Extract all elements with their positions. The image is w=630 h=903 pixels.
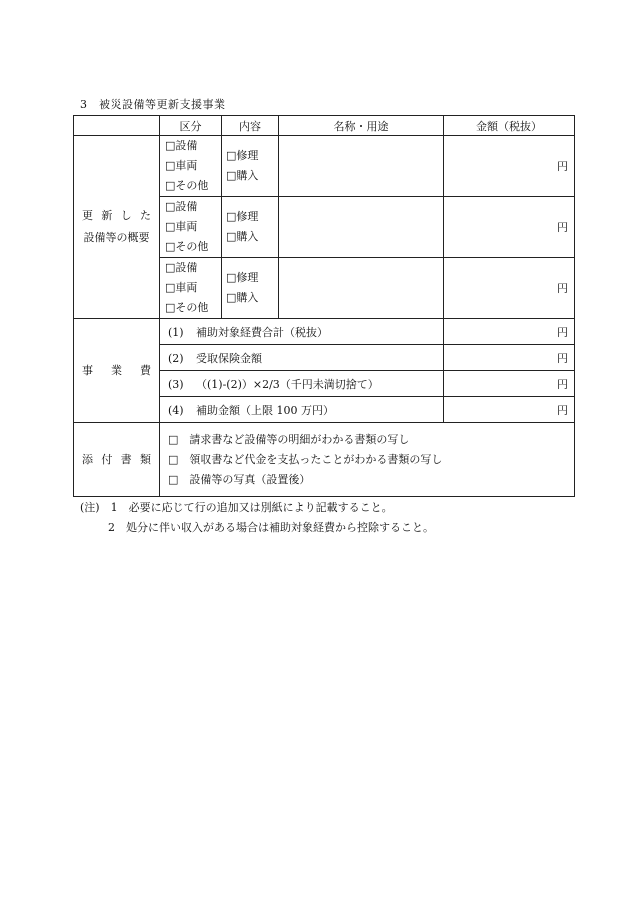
attachment-invoice-checkbox[interactable]: □ 請求書など設備等の明細がわかる書類の写し — [168, 432, 410, 446]
category-checkboxes — [160, 258, 222, 319]
category-checkboxes — [160, 136, 222, 197]
checkbox-konyu[interactable]: □購入 — [226, 169, 259, 182]
cost-item-label: 補助対象経費合計（税抜） — [196, 325, 328, 339]
label-char: 新 — [101, 209, 113, 222]
attachment-list — [160, 423, 575, 497]
label-char: 添 — [82, 452, 93, 466]
name-usage-field[interactable] — [279, 136, 444, 197]
checkbox-setsubi[interactable]: □設備 — [165, 139, 198, 152]
cost-item-3 — [160, 371, 444, 397]
note-1: (注) 1 必要に応じて行の追加又は別紙により記載すること。 — [80, 501, 393, 514]
cost-item-label: （(1)-(2)）×2/3（千円未満切捨て） — [196, 377, 379, 391]
label-char: 書 — [120, 452, 132, 466]
cost-item-label: 補助金額（上限 100 万円） — [196, 403, 334, 417]
checkbox-sharyo[interactable]: □車両 — [165, 220, 198, 233]
checkbox-sonota[interactable]: □その他 — [165, 301, 209, 314]
checkbox-setsubi[interactable]: □設備 — [165, 200, 198, 213]
label-char: 更 — [82, 209, 93, 222]
notes — [80, 498, 434, 538]
content-checkboxes — [222, 197, 279, 258]
name-usage-field[interactable] — [279, 197, 444, 258]
checkbox-konyu[interactable]: □購入 — [226, 291, 259, 304]
label-char: 付 — [101, 452, 113, 466]
cost-row — [74, 319, 575, 345]
label-char: た — [139, 209, 151, 222]
attachments-row — [74, 423, 575, 497]
cost-item-label: 受取保険金額 — [196, 351, 262, 365]
cost-amount-field[interactable]: 円 — [444, 371, 575, 397]
content-checkboxes — [222, 258, 279, 319]
overview-label-line2: 設備等の概要 — [83, 231, 150, 244]
section-title: 3 被災設備等更新支援事業 — [80, 98, 226, 111]
cost-item-num: (3) — [168, 377, 184, 391]
cost-amount-field[interactable]: 円 — [444, 345, 575, 371]
checkbox-shuri[interactable]: □修理 — [226, 149, 259, 162]
cost-item-4 — [160, 397, 444, 423]
header-row — [74, 116, 575, 136]
checkbox-shuri[interactable]: □修理 — [226, 271, 259, 284]
header-meisho: 名称・用途 — [279, 116, 444, 136]
checkbox-setsubi[interactable]: □設備 — [165, 261, 198, 274]
checkbox-shuri[interactable]: □修理 — [226, 210, 259, 223]
header-kingaku: 金額（税抜） — [444, 116, 575, 136]
equipment-row — [74, 136, 575, 197]
cost-amount-field[interactable]: 円 — [444, 319, 575, 345]
checkbox-sharyo[interactable]: □車両 — [165, 281, 198, 294]
attachment-photo-checkbox[interactable]: □ 設備等の写真（設置後） — [168, 472, 311, 486]
note-2: 2 処分に伴い収入がある場合は補助対象経費から控除すること。 — [108, 521, 434, 534]
category-checkboxes — [160, 197, 222, 258]
cost-amount-field[interactable]: 円 — [444, 397, 575, 423]
attachment-receipt-checkbox[interactable]: □ 領収書など代金を支払ったことがわかる書類の写し — [168, 452, 443, 466]
cost-item-1 — [160, 319, 444, 345]
attachment-label — [74, 423, 160, 497]
amount-field[interactable]: 円 — [444, 258, 575, 319]
name-usage-field[interactable] — [279, 258, 444, 319]
support-application-table — [73, 115, 575, 497]
header-naiyo: 内容 — [222, 116, 279, 136]
overview-label — [74, 136, 160, 319]
label-char: 事 — [82, 363, 93, 377]
checkbox-konyu[interactable]: □購入 — [226, 230, 259, 243]
header-blank — [74, 116, 160, 136]
cost-item-2 — [160, 345, 444, 371]
cost-item-num: (2) — [168, 351, 184, 365]
checkbox-sharyo[interactable]: □車両 — [165, 159, 198, 172]
label-char: 業 — [111, 363, 122, 377]
label-char: 費 — [140, 363, 151, 377]
amount-field[interactable]: 円 — [444, 136, 575, 197]
cost-label — [74, 319, 160, 423]
label-char: し — [120, 209, 132, 222]
header-kubun: 区分 — [160, 116, 222, 136]
label-char: 類 — [139, 452, 151, 466]
amount-field[interactable]: 円 — [444, 197, 575, 258]
cost-item-num: (4) — [168, 403, 184, 417]
cost-item-num: (1) — [168, 325, 184, 339]
checkbox-sonota[interactable]: □その他 — [165, 240, 209, 253]
checkbox-sonota[interactable]: □その他 — [165, 179, 209, 192]
content-checkboxes — [222, 136, 279, 197]
